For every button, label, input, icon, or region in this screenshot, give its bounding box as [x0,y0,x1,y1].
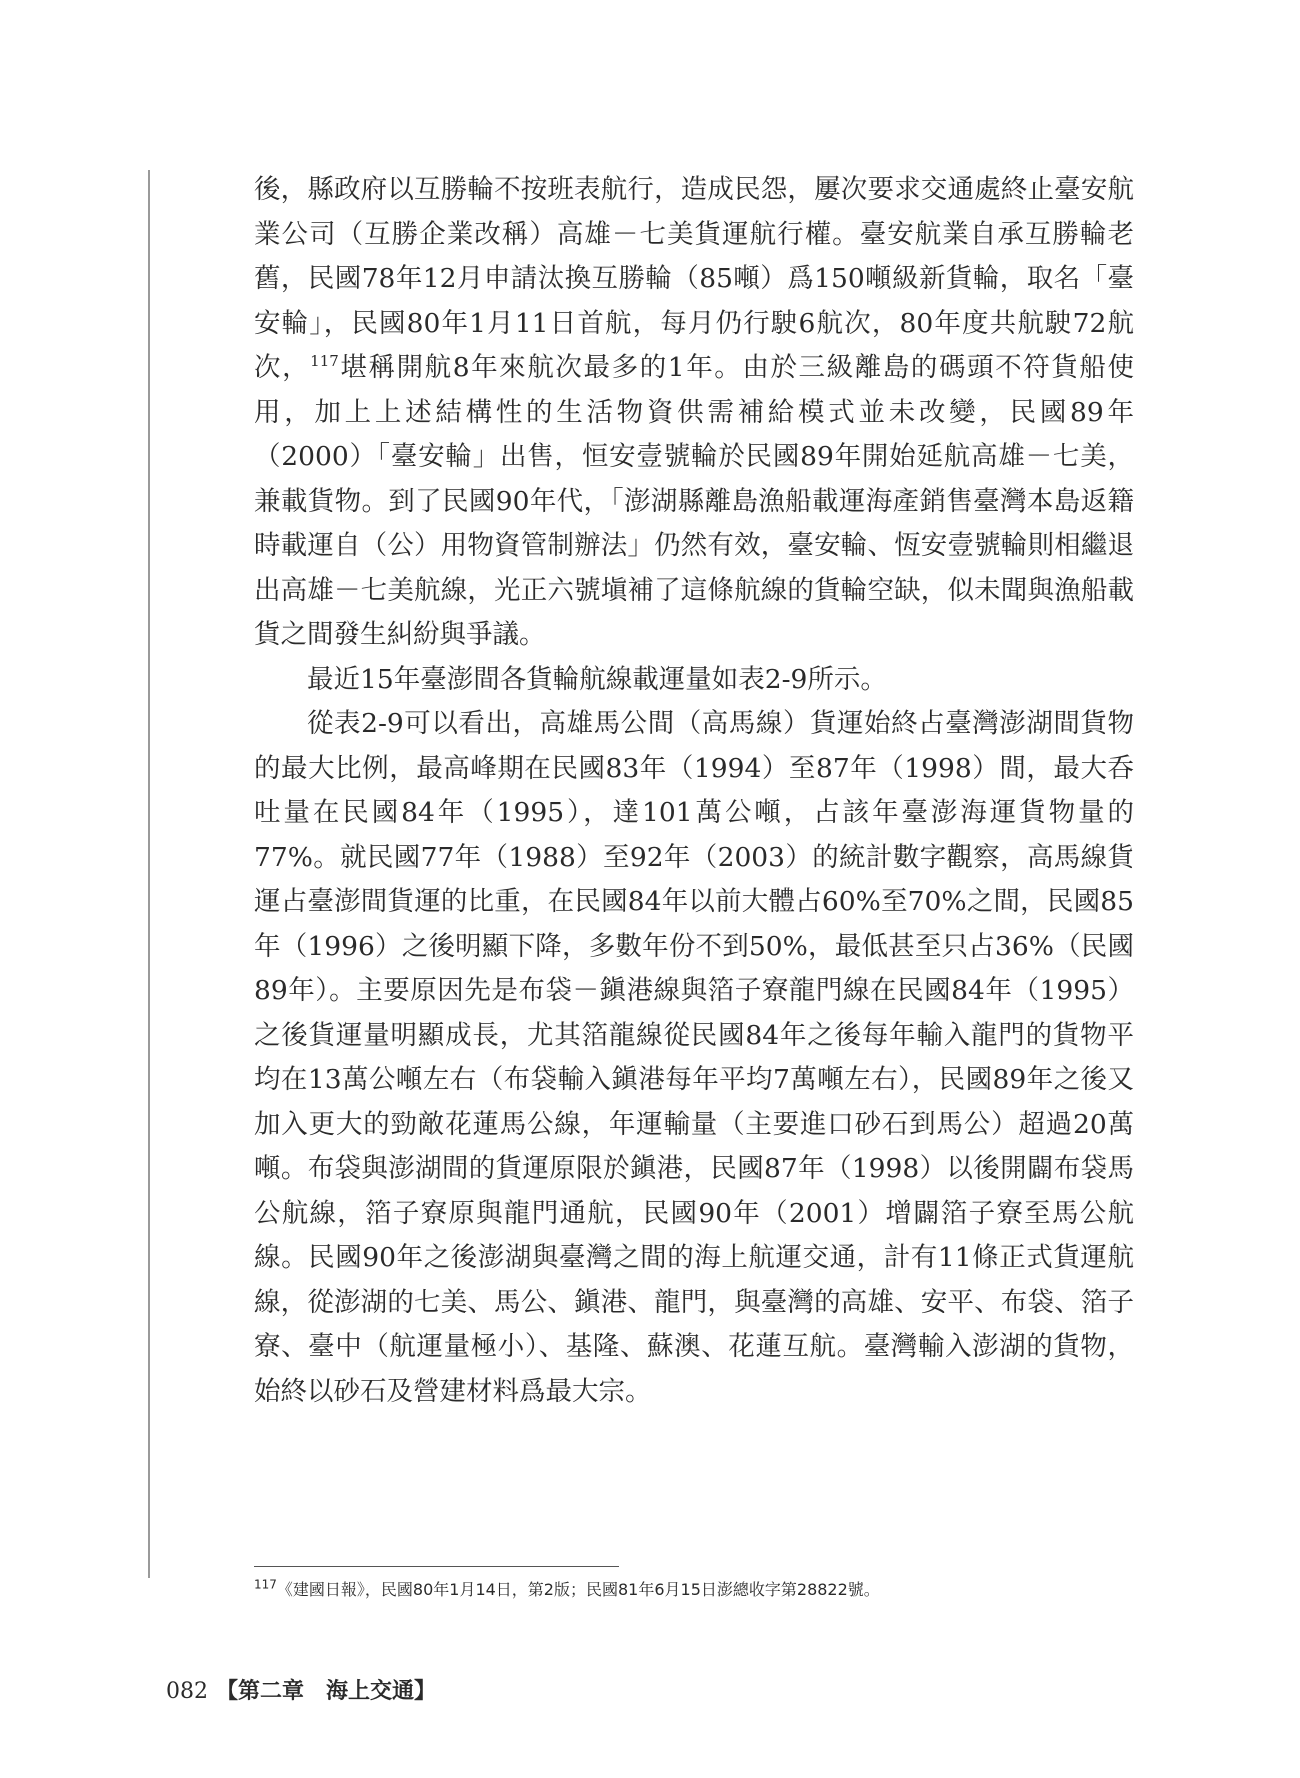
body-text [254,168,1134,1414]
paragraph-1 [254,168,1134,658]
paragraph-1-text-b: 堪稱開航8年來航次最多的1年。由於三級離島的碼頭不符貨船使用，加上上述結構性的生活物資供需補給模式並未改變，民國89年（2000）「臺安輪」出售，恒安壹號輪於民國89年開始延航高雄－七美，兼載貨物。到了民國90年代，「澎湖縣離島漁船載運海產銷售臺灣本島返籍時載運自（公）用物資管制辦法」仍然有效，臺安輪、恆安壹號輪則相繼退出高雄－七美航線，光正六號塡補了這條航線的貨輪空缺，似未聞與漁船載貨之間發生糾紛與爭議。 [254,352,1134,650]
paragraph-2: 最近15年臺澎間各貨輪航線載運量如表2-9所示。 [307,663,887,695]
paragraph-1-text-a: 後，縣政府以互勝輪不按班表航行，造成民怨，屢次要求交通處終止臺安航業公司（互勝企業改稱）高雄－七美貨運航行權。臺安航業自承互勝輪老舊，民國78年12月申請汰換互勝輪（85噸）爲150噸級新貨輪，取名「臺安輪」，民國80年1月11日首航，每月仍行駛6航次，80年度共航駛72航次， [254,174,1134,383]
footnote-reference[interactable]: 117 [310,352,339,371]
chapter-title: 【第二章 海上交通】 [216,1678,437,1704]
footnote-number: 117 [254,1577,277,1592]
margin-rule [148,170,150,1578]
footnote [254,1578,1134,1602]
footnote-text: 《建國日報》，民國80年1月14日，第2版；民國81年6月15日澎總收字第28822號。 [276,1580,880,1599]
page-number: 082 [166,1679,208,1704]
paragraph-3: 從表2-9可以看出，高雄馬公間（高馬線）貨運始終占臺灣澎湖間貨物的最大比例，最高峰期在民國83年（1994）至87年（1998）間，最大呑吐量在民國84年（1995），達101萬公噸，占該年臺澎海運貨物量的77%。就民國77年（1988）至92年（2003）的統計數字觀察，高馬線貨運占臺澎間貨運的比重，在民國84年以前大體占60%至70%之間，民國85年（1996）之後明顯下降，多數年份不到50%，最低甚至只占36%（民國89年）。主要原因先是布袋－鎭港線與箔子寮龍門線在民國84年（1995）之後貨運量明顯成長，尤其箔龍線從民國84年之後每年輸入龍門的貨物平均在13萬公噸左右（布袋輸入鎭港每年平均7萬噸左右），民國89年之後又加入更大的勁敵花蓮馬公線，年運輸量（主要進口砂石到馬公）超過20萬噸。布袋與澎湖間的貨運原限於鎭港，民國87年（1998）以後開闢布袋馬公航線，箔子寮原與龍門通航，民國90年（2001）增闢箔子寮至馬公航線。民國90年之後澎湖與臺灣之間的海上航運交通，計有11條正式貨運航線，從澎湖的七美、馬公、鎭港、龍門，與臺灣的高雄、安平、布袋、箔子寮、臺中（航運量極小）、基隆、蘇澳、花蓮互航。臺灣輸入澎湖的貨物，始終以砂石及營建材料爲最大宗。 [254,708,1134,1407]
footnote-divider [254,1566,619,1567]
page-footer [166,1676,436,1707]
